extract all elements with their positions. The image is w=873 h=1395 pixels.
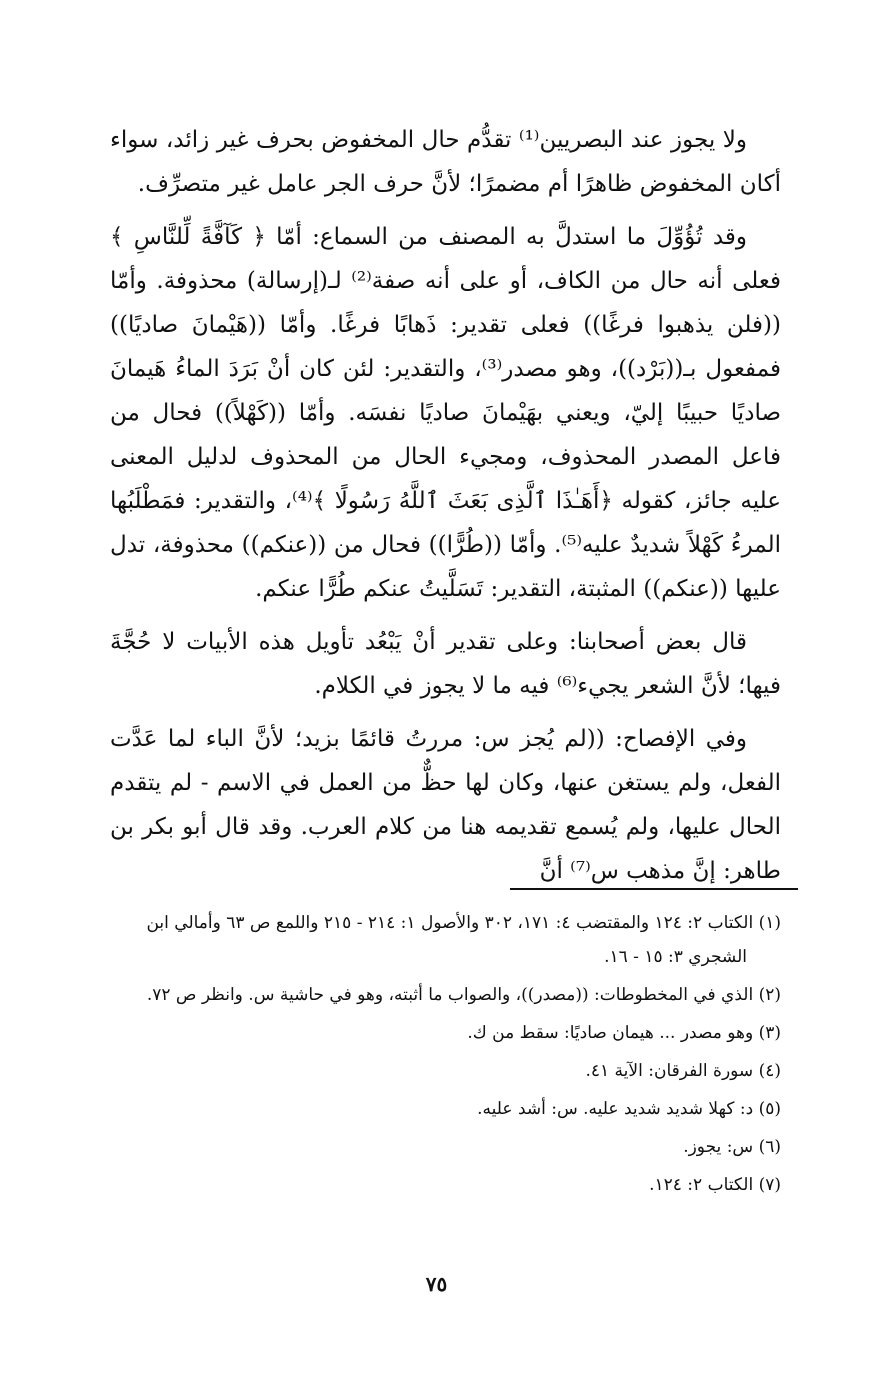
footnote-separator	[510, 888, 798, 890]
footnote-7: (٧) الكتاب ٢: ١٢٤.	[649, 1175, 781, 1195]
footnotes	[110, 906, 781, 1206]
paragraph-4: وفي الإفصاح: ((لم يُجز س: مررتُ قائمًا بزيد؛ لأنَّ الباء لما عَدَّت الفعل، ولم يستغن عنها، وكان لها حظٌّ من العمل في الاسم - لم يتقدم الحال عليها، ولم يُسمع تقديمه هنا من كلام العرب. وقد قال أبو بكر بن طاهر: إنَّ مذهب س⁽⁷⁾ أنَّ	[110, 726, 781, 884]
footnote-2: (٢) الذي في المخطوطات: ((مصدر))، والصواب ما أثبته، وهو في حاشية س. وانظر ص ٧٢.	[146, 985, 781, 1005]
footnote-5: (٥) د: كهلا شديد شديد عليه. س: أشد عليه.	[477, 1099, 781, 1119]
footnote-6: (٦) س: يجوز.	[683, 1137, 781, 1157]
main-text	[110, 118, 781, 893]
footnote-1: (١) الكتاب ٢: ١٢٤ والمقتضب ٤: ١٧١، ٣٠٢ والأصول ١: ٢١٤ - ٢١٥ واللمع ص ٦٣ وأمالي ابن الشجري ٣: ١٥ - ١٦.	[146, 913, 781, 967]
paragraph-3: قال بعض أصحابنا: وعلى تقدير أنْ يَبْعُد تأويل هذه الأبيات لا حُجَّةَ فيها؛ لأنَّ الشعر يجيء⁽⁶⁾ فيه ما لا يجوز في الكلام.	[110, 629, 781, 699]
paragraph-2: وقد تُؤُوِّلَ ما استدلَّ به المصنف من السماع: أمّا ﴿ كَآفَّةً لِّلنَّاسِ ﴾ فعلى أنه حال من الكاف، أو على أنه صفة⁽²⁾ لـ(إرسالة) محذوفة. وأمّا ((فلن يذهبوا فرغًا)) فعلى تقدير: ذَهابًا فرغًا. وأمّا ((هَيْمانَ صاديًا)) فمفعول بـ((بَرْد))، وهو مصدر⁽³⁾، والتقدير: لئن كان أنْ بَرَدَ الماءُ هَيمانَ صاديًا حبيبًا إليّ، ويعني بهَيْمانَ صاديًا نفسَه. وأمّا ((كَهْلاً)) فحال من فاعل المصدر المحذوف، ومجيء الحال من المحذوف لدليل المعنى عليه جائز، كقوله ﴿أَهَـٰذَا ٱلَّذِى بَعَثَ ٱللَّهُ رَسُولًا ﴾⁽⁴⁾، والتقدير: فمَطْلَبُها المرءُ كَهْلاً شديدٌ عليه⁽⁵⁾. وأمّا ((طُرًّا)) فحال من ((عنكم)) محذوفة، تدل عليها ((عنكم)) المثبتة، التقدير: تَسَلَّيتُ عنكم طُرًّا عنكم.	[110, 224, 781, 602]
paragraph-1: ولا يجوز عند البصريين⁽¹⁾ تقدُّم حال المخفوض بحرف غير زائد، سواء أكان المخفوض ظاهرًا أم مضمرًا؛ لأنَّ حرف الجر عامل غير متصرِّف.	[110, 127, 781, 197]
footnote-4: (٤) سورة الفرقان: الآية ٤١.	[585, 1061, 781, 1081]
page-number: ٧٥	[425, 1272, 448, 1296]
footnote-3: (٣) وهو مصدر ... هيمان صاديًا: سقط من ك.	[467, 1023, 781, 1043]
